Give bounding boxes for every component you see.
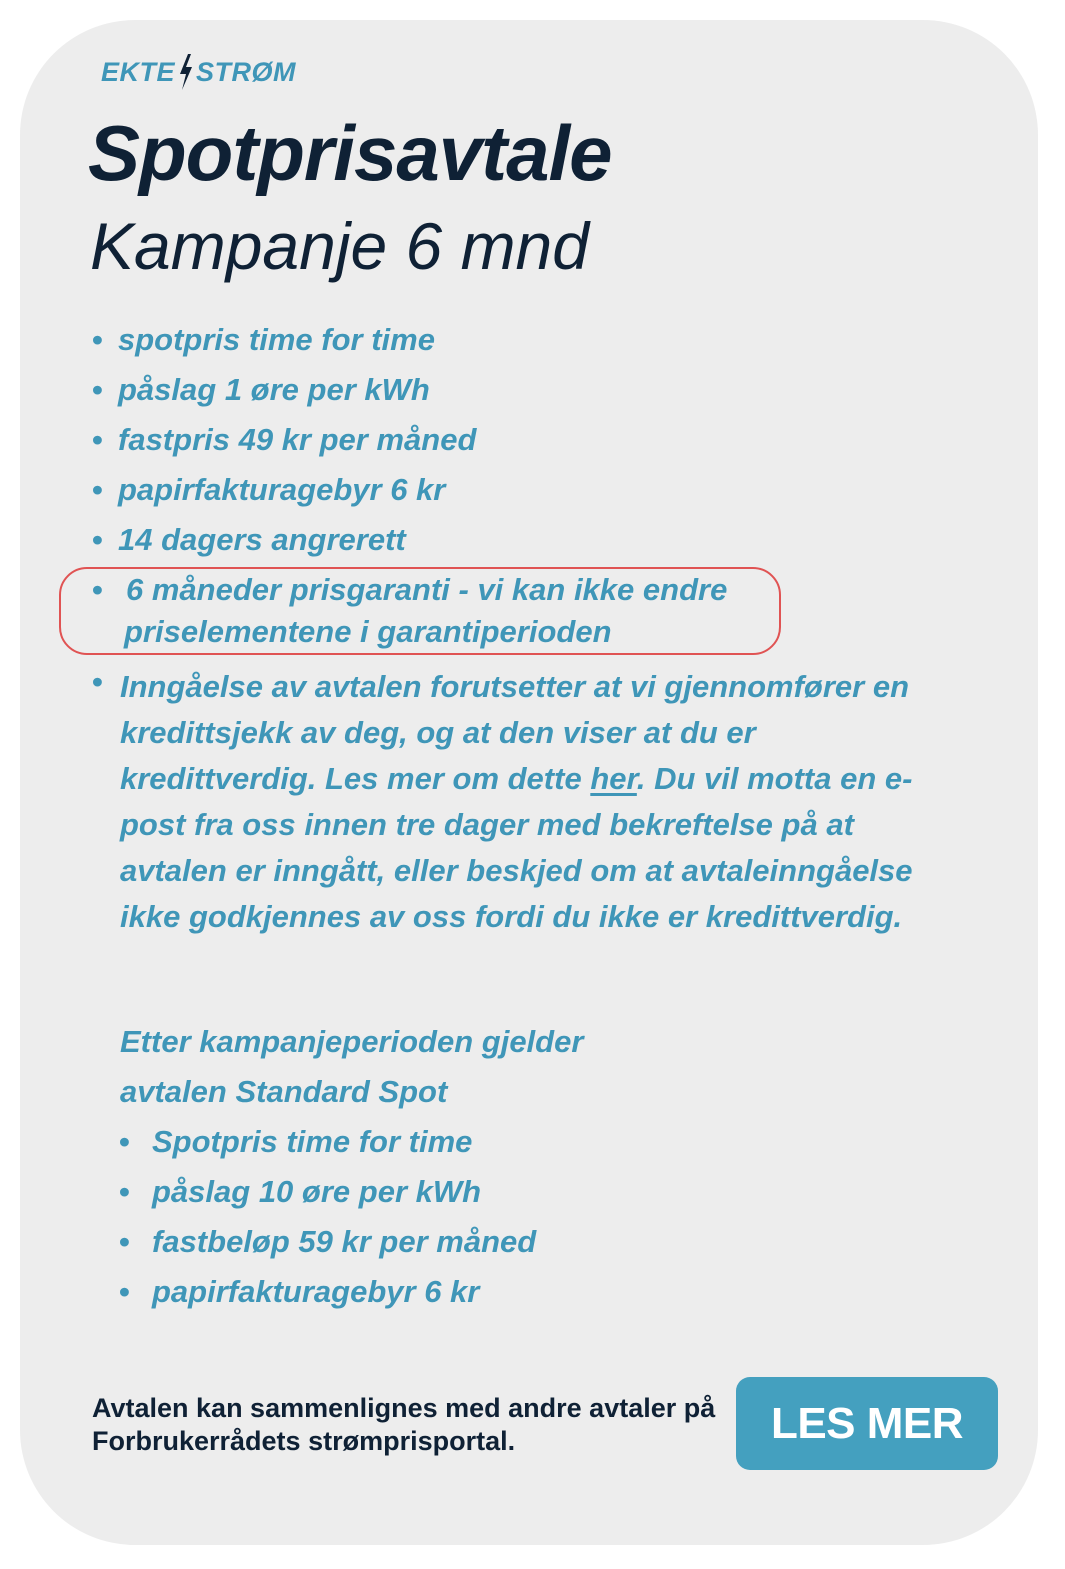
feature-item: påslag 1 øre per kWh [118, 372, 430, 407]
feature-item: spotpris time for time [118, 322, 435, 357]
standard-spot-item: påslag 10 øre per kWh [152, 1174, 482, 1209]
feature-item: 14 dagers angrerett [118, 522, 406, 557]
page-title: Spotprisavtale [88, 109, 612, 197]
standard-spot-item: fastbeløp 59 kr per måned [152, 1224, 537, 1259]
brand-logo [101, 54, 296, 90]
bullet: • [91, 372, 103, 407]
brand-logo-right: STRØM [196, 56, 297, 87]
credit-check-text-start: Inngåelse av avtalen forutsetter at vi gjennomfører en kredittsjekk av deg, og at den viser at du er kredittverdig. Les mer om dette [120, 669, 910, 796]
bullet: • [91, 322, 103, 357]
bullet: • [118, 1124, 130, 1159]
lightning-bolt-icon [178, 54, 194, 90]
brand-logo-left: EKTE [101, 56, 176, 87]
bullet: • [91, 522, 103, 557]
after-campaign-line-1: Etter kampanjeperioden gjelder [120, 1024, 584, 1059]
bullet: • [118, 1224, 130, 1259]
feature-item: papirfakturagebyr 6 kr [118, 472, 446, 507]
feature-item: fastpris 49 kr per måned [118, 422, 477, 457]
comparison-note: Avtalen kan sammenlignes med andre avtaler på Forbrukerrådets strømprisportal. [92, 1393, 716, 1456]
highlight-feature-line-1: 6 måneder prisgaranti - vi kan ikke endre [126, 572, 728, 607]
page-subtitle: Kampanje 6 mnd [90, 209, 589, 283]
bullet: • [91, 664, 103, 699]
highlight-feature-line-2: priselementene i garantiperioden [124, 614, 612, 649]
after-campaign-line-2: avtalen Standard Spot [120, 1074, 448, 1109]
bullet: • [118, 1274, 130, 1309]
bullet: • [91, 422, 103, 457]
credit-check-paragraph [120, 664, 940, 940]
standard-spot-item: papirfakturagebyr 6 kr [152, 1274, 480, 1309]
bullet: • [91, 572, 103, 607]
bullet: • [118, 1174, 130, 1209]
read-more-link[interactable]: her [590, 761, 637, 796]
standard-spot-item: Spotpris time for time [152, 1124, 473, 1159]
credit-check-text-end: . Du vil motta en e-post fra oss innen tre dager med bekreftelse på at avtalen er inngått, eller beskjed om at avtaleinngåelse ikke godkjennes av oss fordi du ikke er kredittverdig. [120, 761, 913, 934]
read-more-button[interactable]: LES MER [736, 1377, 998, 1470]
bullet: • [91, 472, 103, 507]
